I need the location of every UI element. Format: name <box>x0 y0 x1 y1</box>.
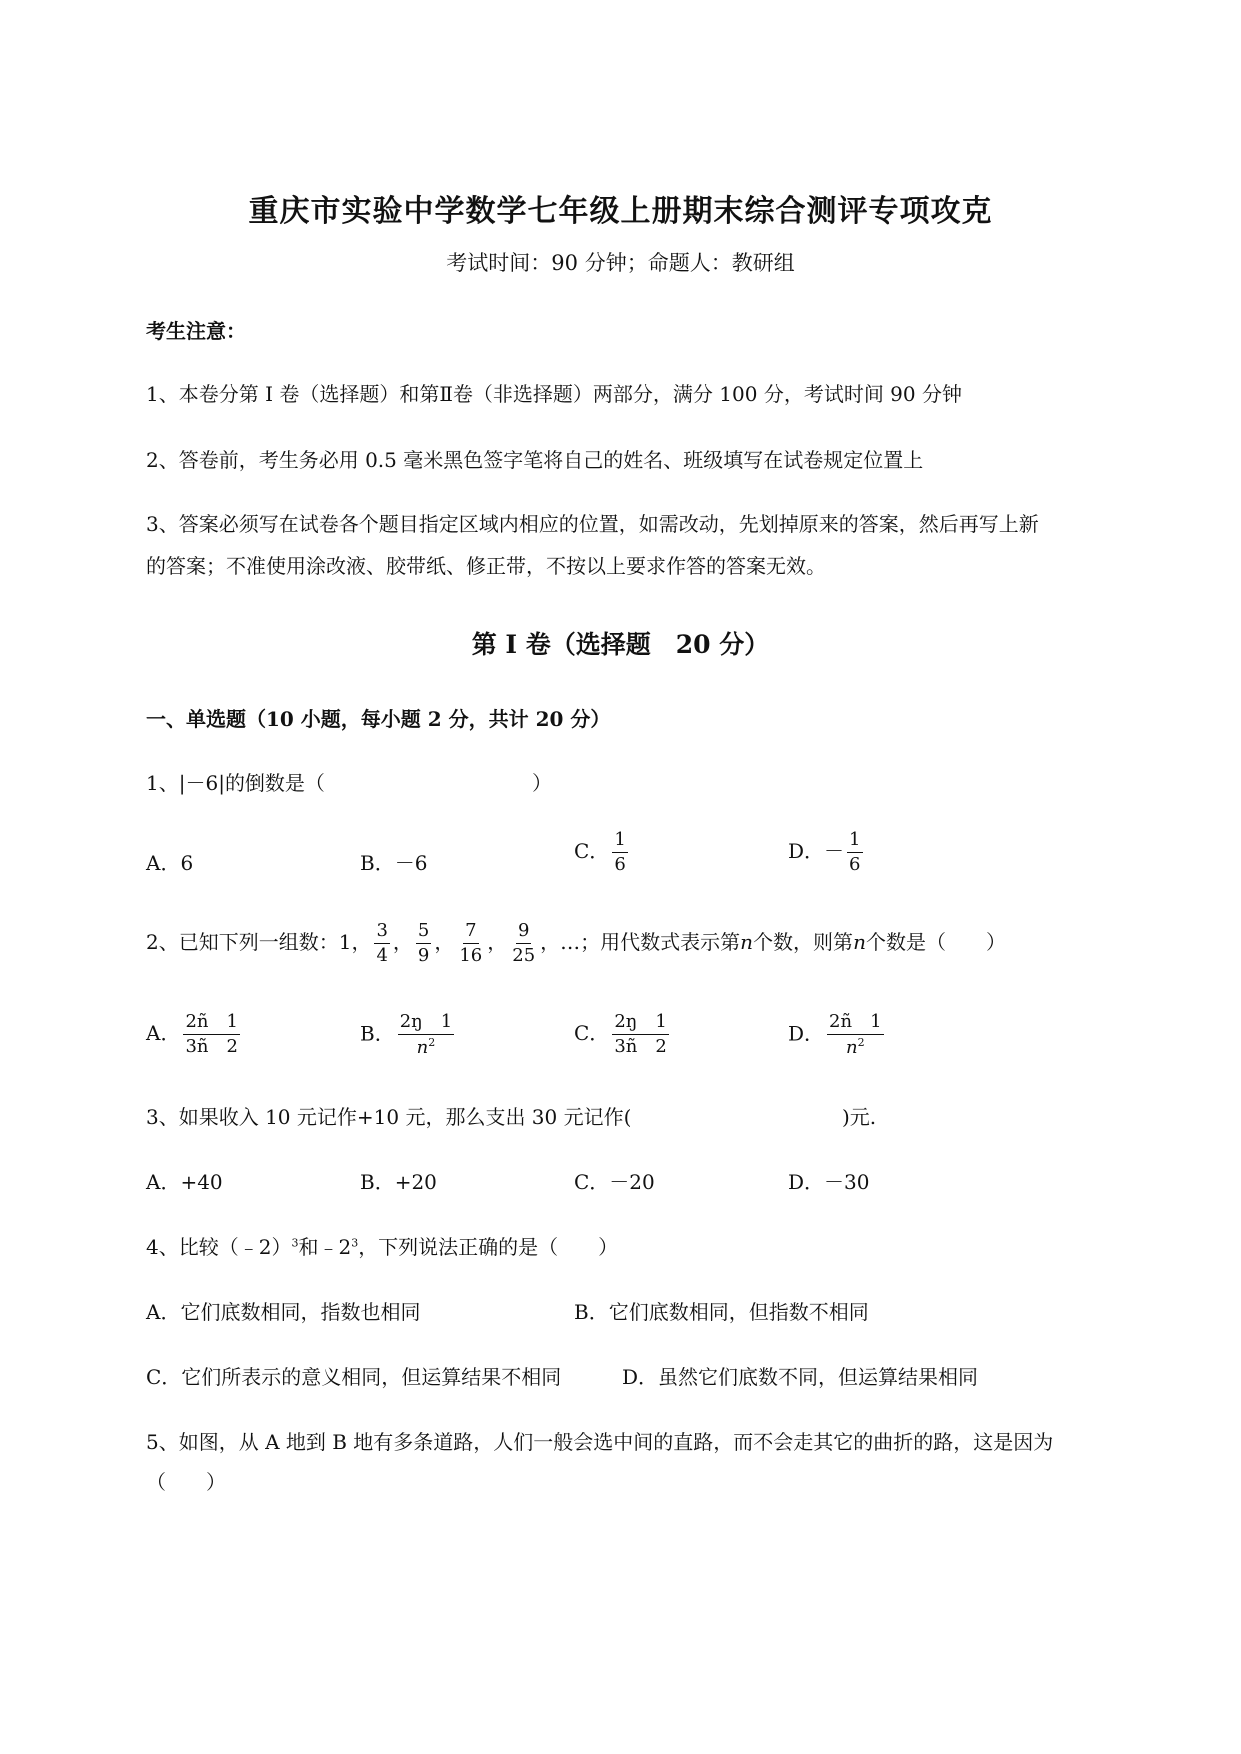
notice-item-2: 2、答卷前，考生务必用 0.5 毫米黑色签字笔将自己的姓名、班级填写在试卷规定位置上 <box>146 448 924 472</box>
variable-n: n <box>846 1036 858 1058</box>
fraction-numerator: 2ñ 1 <box>827 1012 884 1035</box>
notice-heading: 考生注意： <box>146 319 246 343</box>
q2-option-d-fraction <box>827 1012 884 1058</box>
q2-stem-prefix: 2、已知下列一组数：1， <box>146 929 372 954</box>
separator: ， <box>487 929 508 954</box>
fraction-numerator: 9 <box>516 921 531 944</box>
q2-option-a-fraction <box>183 1012 240 1057</box>
fraction-denominator: 16 <box>459 944 483 966</box>
q4-stem-part: 4、比较（﹣2） <box>146 1235 292 1259</box>
exponent: 2 <box>857 1035 865 1049</box>
q2-sequence-fraction <box>374 921 389 966</box>
fraction-numerator: 1 <box>612 830 627 853</box>
exponent: 2 <box>428 1035 436 1049</box>
q2-option-d <box>788 1012 887 1058</box>
q2-option-c <box>574 1012 672 1057</box>
fraction-numerator: 7 <box>463 921 478 944</box>
q1-stem-text: 的倒数是（ <box>224 771 325 795</box>
question-1-stem <box>146 767 325 796</box>
page-title: 重庆市实验中学数学七年级上册期末综合测评专项攻克 <box>248 194 993 229</box>
q2-stem-mid: ，…；用代数式表示第 <box>540 929 741 954</box>
q2-stem-end: 个数是（ ） <box>865 929 1006 954</box>
exponent: 3 <box>351 1236 359 1250</box>
fraction-denominator: 9 <box>417 944 430 966</box>
q1-option-c <box>574 830 631 875</box>
section-title: 第 I 卷（选择题 20 分） <box>471 630 770 659</box>
question-2-stem <box>146 921 1006 966</box>
fraction-denominator: 25 <box>512 944 536 966</box>
q1-option-d-fraction <box>847 830 862 875</box>
q2-option-a-label: A． <box>146 1020 181 1045</box>
notice-item-3: 3、答案必须写在试卷各个题目指定区域内相应的位置，如需改动，先划掉原来的答案，然后再写上新 <box>146 512 1039 536</box>
variable-n: n <box>416 1036 429 1058</box>
q4-stem-part: 和﹣2 <box>298 1235 352 1259</box>
fraction-denominator: 3ñ 2 <box>614 1035 667 1057</box>
exam-info: 考试时间：90 分钟；命题人：教研组 <box>446 251 795 275</box>
q1-option-d-label: D． <box>788 838 825 863</box>
q4-stem-part: ，下列说法正确的是（ ） <box>358 1235 619 1259</box>
question-3-stem: 3、如果收入 10 元记作+10 元，那么支出 30 元记作( <box>146 1105 632 1129</box>
q4-option-c: C．它们所表示的意义相同，但运算结果不相同 <box>146 1365 562 1389</box>
q1-number: 1、 <box>146 771 179 795</box>
separator: ， <box>434 929 455 954</box>
fraction-numerator: 5 <box>416 921 431 944</box>
q2-option-c-label: C． <box>574 1020 610 1045</box>
q2-sequence-fraction <box>510 921 537 966</box>
q2-stem-mid2: 个数，则第 <box>753 929 854 954</box>
fraction-denominator: 3ñ 2 <box>185 1035 238 1057</box>
q2-option-d-label: D． <box>788 1021 825 1046</box>
q3-option-b: B．+20 <box>360 1170 437 1194</box>
question-4-stem <box>146 1231 618 1260</box>
separator: ， <box>392 929 413 954</box>
question-5-stem: 5、如图，从 A 地到 B 地有多条道路，人们一般会选中间的直路，而不会走其它的曲折的路，这是因为 <box>146 1430 1054 1454</box>
exponent: 3 <box>291 1236 299 1250</box>
q2-variable-n: n <box>853 929 866 954</box>
q2-option-b-label: B． <box>360 1021 395 1046</box>
q3-stem-end: )元. <box>842 1105 877 1129</box>
q2-option-a <box>146 1012 243 1057</box>
fraction-numerator: 2ŋ 1 <box>398 1012 455 1035</box>
q1-option-b: B．－6 <box>360 851 428 875</box>
q1-option-a: A．6 <box>146 851 194 875</box>
fraction-numerator: 1 <box>847 830 862 853</box>
fraction-numerator: 3 <box>374 921 389 944</box>
q2-variable-n: n <box>740 929 754 954</box>
question-5-paren: （ ） <box>146 1470 226 1494</box>
q2-sequence-fraction <box>457 921 484 966</box>
q1-close-paren: ） <box>532 771 552 795</box>
fraction-numerator: 2ŋ 1 <box>612 1012 669 1035</box>
notice-item-3-cont: 的答案；不准使用涂改液、胶带纸、修正带，不按以上要求作答的答案无效。 <box>146 554 826 578</box>
fraction-denominator: 6 <box>614 853 626 875</box>
fraction-numerator: 2ñ 1 <box>183 1012 240 1035</box>
q2-option-c-fraction <box>612 1012 669 1057</box>
fraction-denominator: 4 <box>376 944 388 966</box>
q1-option-c-label: C． <box>574 838 610 863</box>
q4-option-a: A．它们底数相同，指数也相同 <box>146 1300 421 1324</box>
notice-item-1: 1、本卷分第 I 卷（选择题）和第Ⅱ卷（非选择题）两部分，满分 100 分，考试时间 90 分钟 <box>146 382 962 406</box>
fraction-denominator <box>844 1035 867 1058</box>
q2-option-b <box>360 1012 457 1058</box>
q2-sequence-fraction <box>416 921 431 966</box>
q3-option-d: D．－30 <box>788 1170 870 1194</box>
fraction-denominator <box>415 1035 438 1058</box>
q3-option-a: A．+40 <box>146 1170 223 1194</box>
q1-option-d-sign: － <box>824 838 845 863</box>
q1-abs-value: |－6| <box>178 771 225 795</box>
q4-option-b: B．它们底数相同，但指数不相同 <box>574 1300 869 1324</box>
q2-option-b-fraction <box>398 1012 455 1058</box>
q1-option-d <box>788 830 866 875</box>
q1-option-c-fraction <box>612 830 627 875</box>
q4-option-d: D．虽然它们底数不同，但运算结果相同 <box>622 1365 979 1389</box>
q3-option-c: C．－20 <box>574 1170 655 1194</box>
fraction-denominator: 6 <box>849 853 861 875</box>
part-heading: 一、单选题（10 小题，每小题 2 分，共计 20 分） <box>146 707 611 731</box>
